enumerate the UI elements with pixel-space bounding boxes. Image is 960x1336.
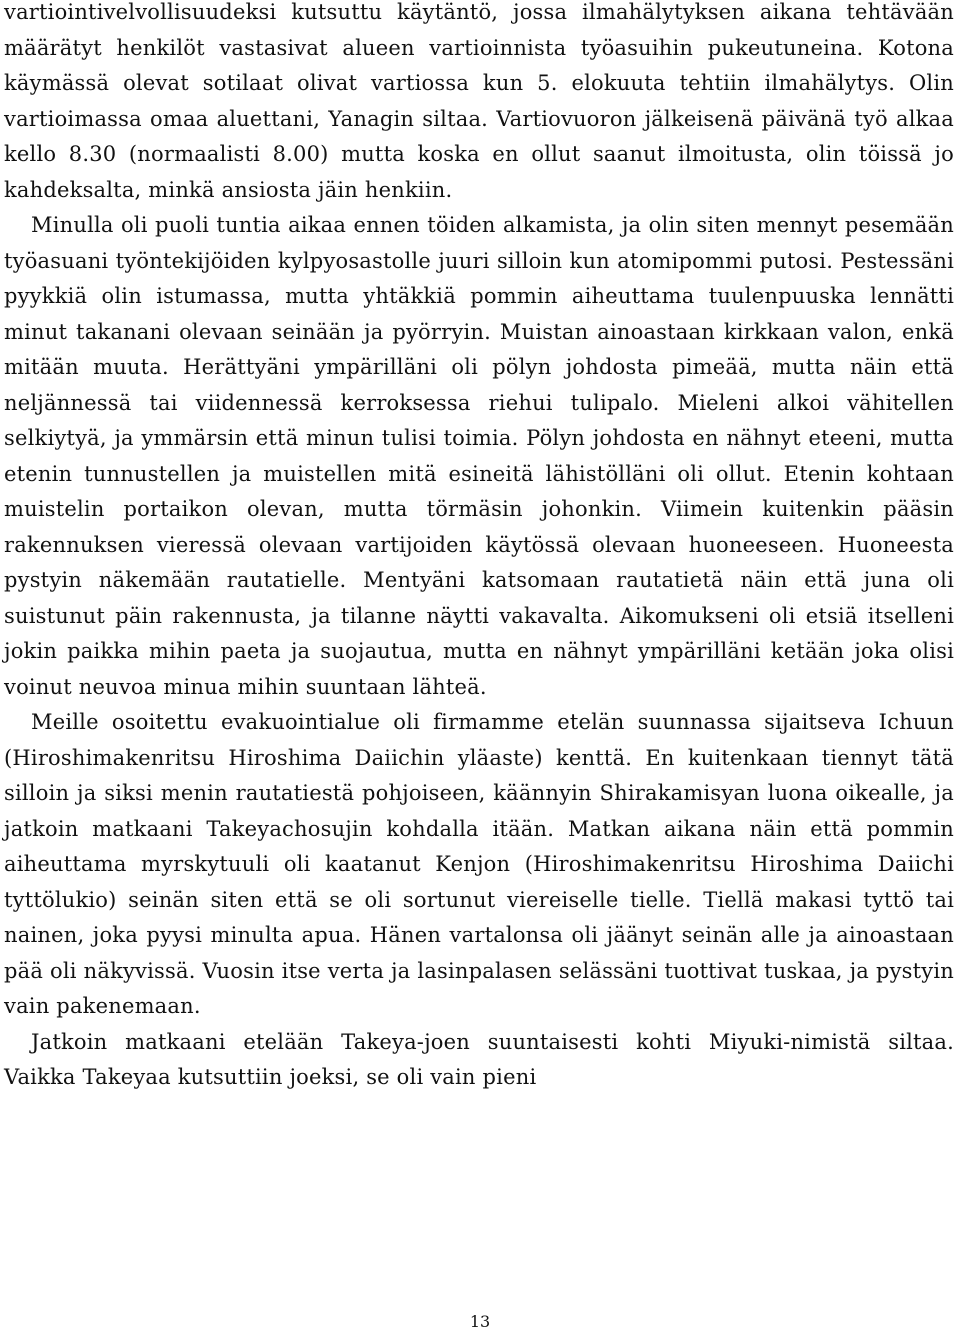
body-text [4,0,954,1096]
paragraph-evacuation: Meille osoitettu evakuointialue oli firmamme etelän suunnassa sijaitseva Ichuun (Hiroshimakenritsu Hiroshima Daiichin yläaste) kenttä. En kuitenkaan tiennyt tätä silloin ja siksi menin rautatiestä pohjoiseen, käännyin Shirakamisyan luona oikealle, ja jatkoin matkaani Takeyachosujin kohdalla itään. Matkan aikana näin että pommin aiheuttama myrskytuuli oli kaatanut Kenjon (Hiroshimakenritsu Hiroshima Daiichi tyttölukio) seinän siten että se oli sortunut viereiselle tielle. Tiellä makasi tyttö tai nainen, joka pyysi minulta apua. Hänen vartalonsa oli jäänyt seinän alle ja ainoastaan pää oli näkyvissä. Vuosin itse verta ja lasinpalasen selässäni tuottivat tuskaa, ja pystyin vain pakenemaan. [4,710,954,1018]
paragraph-continuation: vartiointivelvollisuudeksi kutsuttu käytäntö, jossa ilmahälytyksen aikana tehtävään määrätyt henkilöt vastasivat alueen vartioinnista työasuihin pukeutuneina. Kotona käymässä olevat sotilaat olivat vartiossa kun 5. elokuuta tehtiin ilmahälytys. Olin vartioimassa omaa aluettani, Yanagin siltaa. Vartiovuoron jälkeisenä päivänä työ alkaa kello 8.30 (normaalisti 8.00) mutta koska en ollut saanut ilmoitusta, olin töissä jo kahdeksalta, minkä ansiosta jäin henkiin. [4,0,954,202]
page-number: 13 [469,1312,491,1331]
paragraph-takeya-river: Jatkoin matkaani etelään Takeya-joen suuntaisesti kohti Miyuki-nimistä siltaa. Vaikka Takeyaa kutsuttiin joeksi, se oli vain pieni [4,1029,954,1089]
paragraph-bathhouse: Minulla oli puoli tuntia aikaa ennen töiden alkamista, ja olin siten mennyt pesemään työasuani työntekijöiden kylpyosastolle juuri silloin kun atomipommi putosi. Pestessäni pyykkiä olin istumassa, mutta yhtäkkiä pommin aiheuttama tuulenpuuska lennätti minut takanani olevaan seinään ja pyörryin. Muistan ainoastaan kirkkaan valon, enkä mitään muuta. Herättyäni ympärilläni oli pölyn johdosta pimeää, mutta näin että neljännessä tai viidennessä kerroksessa riehui tulipalo. Mieleni alkoi vähitellen selkiytyä, ja ymmärsin että minun tulisi toimia. Pölyn johdosta en nähnyt eteeni, mutta etenin tunnustellen ja muistellen mitä esineitä lähistölläni oli ollut. Etenin kohtaan muistelin portaikon olevan, mutta törmäsin johonkin. Viimein kuitenkin pääsin rakennuksen vieressä olevaan vartijoiden käytössä olevaan huoneeseen. Huoneesta pystyin näkemään rautatielle. Mentyäni katsomaan rautatietä näin että juna oli suistunut päin rakennusta, ja tilanne näytti vakavalta. Aikomukseni oli etsiä itselleni jokin paikka mihin paeta ja suojautua, mutta en nähnyt ympärilläni ketään joka olisi voinut neuvoa minua mihin suuntaan lähteä. [4,213,954,699]
